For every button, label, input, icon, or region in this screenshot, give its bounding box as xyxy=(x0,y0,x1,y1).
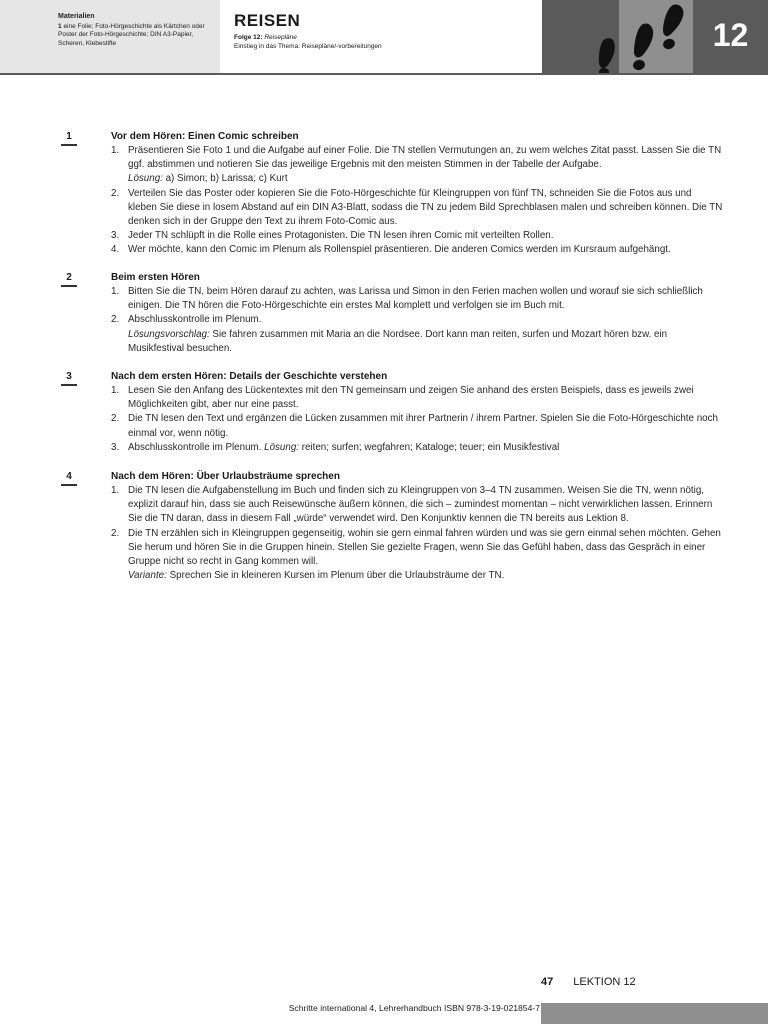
item-number: 1. xyxy=(111,385,120,396)
list-item xyxy=(111,527,723,584)
page-number: 47 xyxy=(541,976,554,988)
page-header xyxy=(0,0,768,73)
section-title: Vor dem Hören: Einen Comic schreiben xyxy=(111,131,299,142)
solution-text: reiten; surfen; wegfahren; Kataloge; teuer; ein Musikfestival xyxy=(299,441,560,453)
list-item xyxy=(111,484,723,527)
item-number: 1. xyxy=(111,485,120,496)
section-number: 2 xyxy=(61,271,77,287)
list-item xyxy=(111,441,723,455)
materials-title: Materialien xyxy=(58,13,95,20)
item-text: Die TN lesen den Text und ergänzen die Lücken zusammen mit ihrer Partnerin / ihrem Partner. Spielen Sie die Foto-Hörgeschichte noch einmal vor, wenn nötig. xyxy=(128,413,718,439)
step-list xyxy=(111,384,723,455)
section-body xyxy=(111,271,723,356)
item-number: 1. xyxy=(111,145,120,156)
solution-line xyxy=(128,328,723,356)
materials-number: 1 xyxy=(58,22,62,30)
lesson-label: LEKTION 12 xyxy=(573,976,636,988)
page-subtitle: Einstieg in das Thema: Reisepläne/-vorbereitungen xyxy=(234,43,382,50)
folge-line xyxy=(234,33,542,42)
list-item xyxy=(111,285,723,313)
header-dark-block xyxy=(542,0,619,73)
list-item xyxy=(111,384,723,412)
solution-label: Lösung: xyxy=(128,173,163,185)
section-number: 4 xyxy=(61,470,77,486)
step-list xyxy=(111,144,723,258)
footprints-icon xyxy=(619,0,693,73)
section-number: 3 xyxy=(61,370,77,386)
item-text: Die TN lesen die Aufgabenstellung im Buch und finden sich zu Kleingruppen von 3–4 TN zusammen. Weisen Sie die TN, wenn nötig, explizit darauf hin, dass sie auch Reisewünsche äußern können, die sich – zumindest momentan – nicht verwirklichen lassen. Erinnern Sie die TN daran, dass in diesem Fall „würde“ verwendet wird. Den Konjunktiv kennen die TN bereits aus Lektion 8. xyxy=(128,485,713,525)
title-box xyxy=(220,0,542,73)
materials-text: eine Folie; Foto-Hörgeschichte als Kärtchen oder Poster der Foto-Hörgeschichte; DIN A3-Papier, Scheren, Klebestifte xyxy=(58,22,205,47)
section-body xyxy=(111,370,723,455)
solution-text: a) Simon; b) Larissa; c) Kurt xyxy=(162,173,288,185)
item-text: Bitten Sie die TN, beim Hören darauf zu achten, was Larissa und Simon in den Ferien machen wollen und worauf sie sich schließlich einigen. Die TN hören die Foto-Hörgeschichte ein erstes Mal komplett und verfolgen sie im Buch mit. xyxy=(128,286,703,312)
book-credit: Schritte international 4, Lehrerhandbuch ISBN 978-3-19-021854-7 xyxy=(288,1003,540,1013)
section-body xyxy=(111,470,723,583)
footprints-icon xyxy=(542,0,619,73)
item-number: 2. xyxy=(111,187,120,199)
folge-value: Reisepläne xyxy=(264,34,297,41)
item-number: 1. xyxy=(111,286,120,297)
materials-box xyxy=(0,0,220,73)
list-item xyxy=(111,313,723,356)
header-divider xyxy=(0,73,768,75)
item-text: Abschlusskontrolle im Plenum. xyxy=(128,441,262,453)
item-text: Abschlusskontrolle im Plenum. xyxy=(128,314,262,326)
list-item xyxy=(111,187,723,230)
item-text: Präsentieren Sie Foto 1 und die Aufgabe auf einer Folie. Die TN stellen Vermutungen an, zu wem welches Zitat passt. Lassen Sie die TN ggf. abstimmen und notieren Sie das jeweilige Ergebnis mit den meisten Stimmen in der Tabelle der Aufgabe. xyxy=(128,145,722,171)
item-number: 3. xyxy=(111,230,120,242)
variant-line xyxy=(128,569,723,583)
section-title: Nach dem Hören: Über Urlaubsträume sprechen xyxy=(111,471,340,482)
solution-label: Lösungsvorschlag: xyxy=(128,328,210,340)
section-number: 1 xyxy=(61,130,77,146)
item-text: Die TN erzählen sich in Kleingruppen gegenseitig, wohin sie gern einmal fahren würden und was sie gern einmal sehen möchten. Gehen Sie herum und hören Sie in die Gruppen hinein. Stellen Sie gezielte Fragen, wenn Sie das Gefühl haben, dass das Gespräch in einer Gruppe nicht so recht in Gang kommen will. xyxy=(128,527,721,568)
folge-label: Folge 12: xyxy=(234,34,263,41)
footer-bar xyxy=(541,1003,768,1024)
item-text: Verteilen Sie das Poster oder kopieren Sie die Foto-Hörgeschichte für Kleingruppen von fünf TN, schneiden Sie die Fotos aus und kleben Sie diese in losem Abstand auf ein DIN A3-Blatt, sodass die TN zu jedem Bild Sprechblasen malen und schreiben können. Die TN denken sich in der Gruppe den Text zu ihrem Foto-Comic aus. xyxy=(128,187,723,228)
item-text: Wer möchte, kann den Comic im Plenum als Rollenspiel präsentieren. Die anderen Comics werden im Kursraum aufgehängt. xyxy=(128,244,671,256)
item-text: Lesen Sie den Anfang des Lückentextes mit den TN gemeinsam und zeigen Sie anhand des ersten Beispiels, dass es jeweils zwei Möglichkeiten gibt, aber nur eine passt. xyxy=(128,385,694,411)
item-text: Jeder TN schlüpft in die Rolle eines Protagonisten. Die TN lesen ihren Comic mit verteilten Rollen. xyxy=(128,230,554,242)
solution-line xyxy=(128,172,723,186)
section-title: Nach dem ersten Hören: Details der Geschichte verstehen xyxy=(111,371,388,382)
item-number: 3. xyxy=(111,441,120,453)
step-list xyxy=(111,484,723,583)
item-number: 2. xyxy=(111,314,120,326)
materials-text-block xyxy=(58,23,214,49)
solution-text: Sie fahren zusammen mit Maria an die Nordsee. Dort kann man reiten, surfen und Mozart hören bzw. ein Musikfestival besuchen. xyxy=(128,328,668,354)
solution-label: Lösung: xyxy=(264,441,300,453)
item-number: 4. xyxy=(111,244,120,256)
page-footer-lesson xyxy=(541,975,636,989)
section-body xyxy=(111,130,723,258)
chapter-number: 12 xyxy=(693,0,768,73)
header-footprints-block xyxy=(619,0,693,73)
section-title: Beim ersten Hören xyxy=(111,272,200,283)
page-title: REISEN xyxy=(234,11,301,30)
item-number: 2. xyxy=(111,413,120,425)
item-number: 2. xyxy=(111,527,120,539)
list-item xyxy=(111,229,723,243)
list-item xyxy=(111,144,723,187)
variant-text: Sprechen Sie in kleineren Kursen im Plenum über die Urlaubsträume der TN. xyxy=(166,570,505,582)
list-item xyxy=(111,412,723,440)
list-item xyxy=(111,243,723,257)
variant-label: Variante: xyxy=(128,570,167,582)
step-list xyxy=(111,285,723,356)
